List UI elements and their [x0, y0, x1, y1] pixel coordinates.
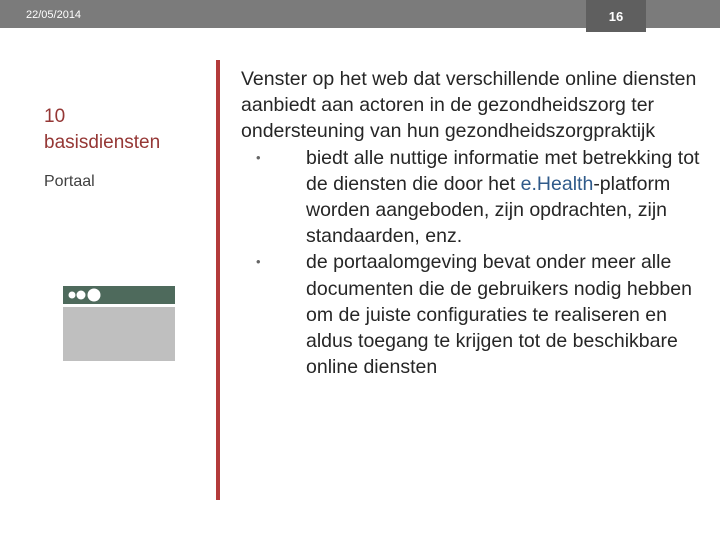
ehealth-highlight: e.Health — [520, 172, 594, 195]
slide-date: 22/05/2014 — [26, 9, 82, 21]
bullet-marker: • — [256, 254, 261, 270]
browser-window-icon — [63, 286, 175, 361]
body-text — [241, 66, 701, 380]
bullet-1-text-end: -platform worden aangeboden, zijn opdrachten, zijn standaarden, enz. — [306, 172, 671, 248]
page-number: 16 — [586, 0, 646, 32]
slide-title — [44, 104, 160, 156]
bullet-1-text-start: biedt alle nuttige informatie met betrekking tot de diensten die door het — [306, 146, 700, 195]
bullet-list — [241, 145, 701, 381]
bullet-item-2 — [241, 249, 701, 380]
browser-dot-2 — [77, 291, 86, 300]
slide-title-line1: 10 — [44, 106, 66, 127]
slide-title-line2: basisdiensten — [44, 132, 161, 153]
bullet-2-text: de portaalomgeving bevat onder meer alle documenten die de gebruikers nodig hebben om de juiste configuraties te realiseren en aldus toegang te krijgen tot de beschikbare online diensten — [306, 251, 692, 379]
browser-body — [63, 307, 175, 361]
browser-dot-3 — [88, 289, 101, 302]
slide-subtitle: Portaal — [44, 173, 95, 190]
vertical-divider — [216, 60, 220, 500]
intro-paragraph: Venster op het web dat verschillende online diensten aanbiedt aan actoren in de gezondheidszorg ter ondersteuning van hun gezondheidszorgpraktijk — [241, 68, 697, 143]
bullet-item-1 — [241, 145, 701, 250]
bullet-marker: • — [256, 149, 261, 165]
browser-dot-1 — [69, 292, 76, 299]
